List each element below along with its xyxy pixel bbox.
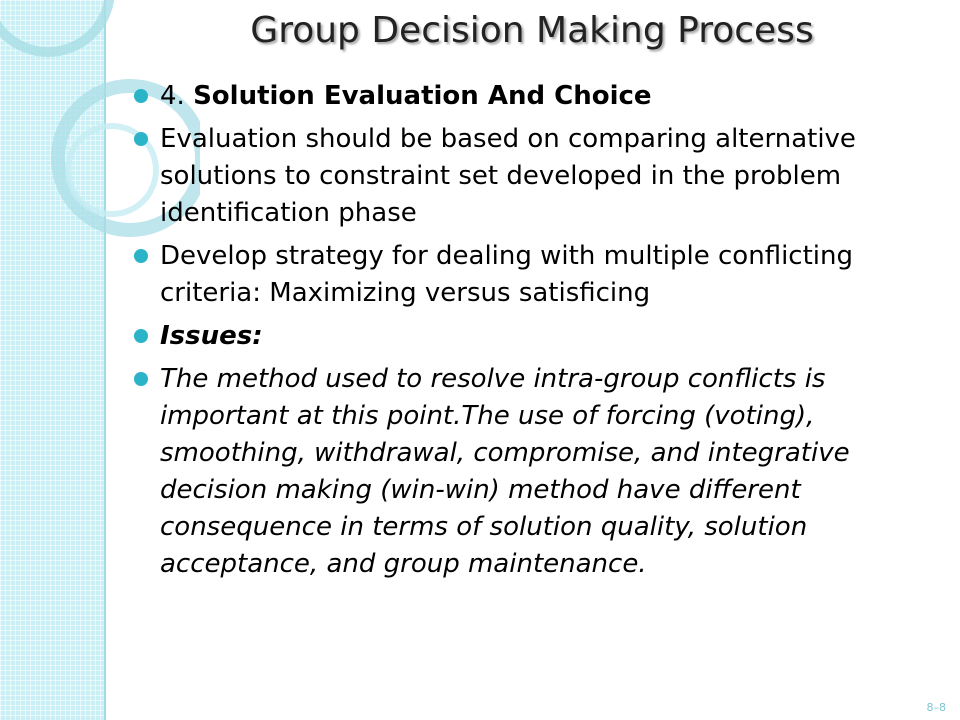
bullet-item (130, 238, 948, 312)
bullet-dot-icon (134, 89, 148, 103)
bullet-text: The method used to resolve intra-group conflicts is important at this point.The use of forcing (voting), smoothing, withdrawal, compromise, and integrative decision making (win-win) method have different consequence in terms of solution quality, solution acceptance, and group maintenance. (160, 364, 850, 579)
bullet-item (130, 121, 948, 232)
bullet-text: Issues: (160, 321, 263, 351)
bullet-text: Evaluation should be based on comparing alternative solutions to constraint set developed in the problem identification phase (160, 124, 856, 228)
bullet-text: Solution Evaluation And Choice (193, 81, 652, 111)
bullet-item (130, 361, 948, 583)
bullet-item (130, 318, 948, 355)
bullet-dot-icon (134, 372, 148, 386)
bullet-prefix: 4. (160, 81, 194, 111)
bullet-item (130, 78, 948, 115)
bullet-dot-icon (134, 132, 148, 146)
ring-top (0, 0, 110, 52)
slide-number: 8–8 (926, 701, 946, 714)
slide-title: Group Decision Making Process (250, 10, 814, 51)
bullet-text: Develop strategy for dealing with multiple conflicting criteria: Maximizing versus satisficing (160, 241, 853, 308)
bullet-dot-icon (134, 329, 148, 343)
bullet-dot-icon (134, 249, 148, 263)
bullet-list (130, 78, 948, 589)
